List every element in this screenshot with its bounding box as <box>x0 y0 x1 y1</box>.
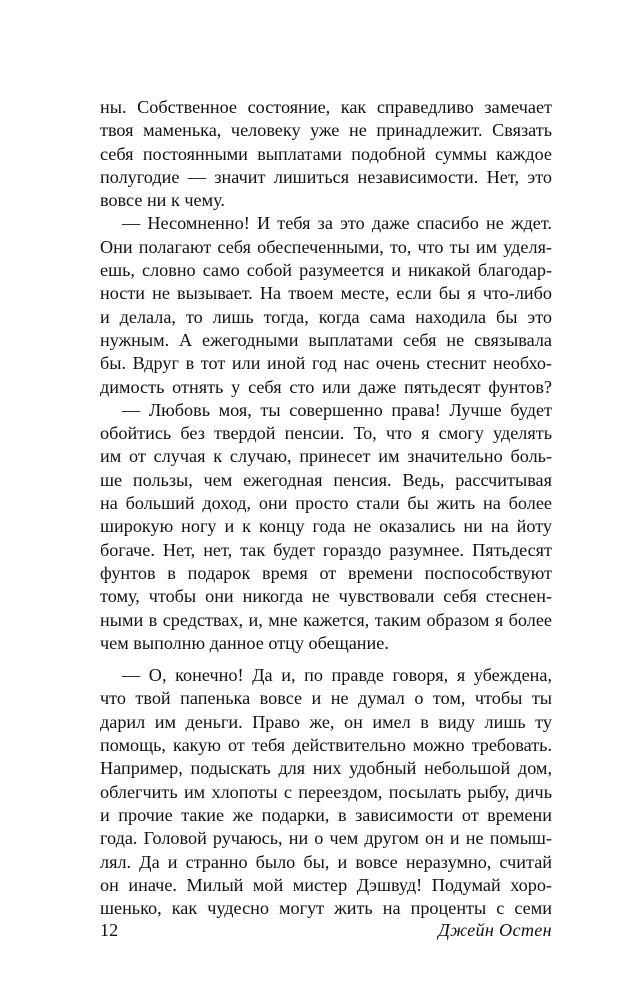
paragraph <box>100 96 552 212</box>
text-line: обойтись без твердой пенсии. То, что я смогу уделять <box>100 423 552 444</box>
text-line: и делала, то лишь тогда, когда сама находила бы это <box>100 306 552 327</box>
text-line: лял. Да и странно было бы, и вовсе неразумно, считай <box>100 851 552 872</box>
text-line: широкую ногу и к концу года не оказались ни на йоту <box>100 516 552 537</box>
paragraph <box>100 664 552 920</box>
text-line: года. Головой ручаюсь, ни о чем другом он и не помыш- <box>100 828 552 849</box>
text-line: чем выполню данное отцу обещание. <box>100 632 389 653</box>
text-line: бы. Вдруг в тот или иной год нас очень стеснит необхо- <box>100 353 552 374</box>
text-line: Они полагают себя обеспеченными, то, что ты им уделя- <box>100 236 552 257</box>
text-line: облегчить им хлопоты с переездом, посылать рыбу, дичь <box>100 781 552 802</box>
text-line: богаче. Нет, нет, так будет гораздо разумнее. Пятьдесят <box>100 539 552 560</box>
text-line: себя постоянными выплатами подобной суммы каждое <box>100 143 552 164</box>
text-line: твоя маменька, человеку уже не принадлежит. Связать <box>100 120 552 141</box>
text-line: ными в средствах, и, мне кажется, таким образом я более <box>100 609 552 630</box>
text-line: вовсе ни к чему. <box>100 190 225 211</box>
text-line: шенько, как чудесно могут жить на проценты с семи <box>100 898 552 919</box>
paragraph-gap <box>100 655 552 664</box>
paragraph <box>100 212 552 398</box>
text-line: на больший доход, они просто стали бы жить на более <box>100 493 552 514</box>
running-title: Джейн Остен <box>438 920 552 940</box>
page-footer <box>100 918 552 942</box>
text-line: им от случая к случаю, принесет им значительно боль- <box>100 446 552 467</box>
text-line: он иначе. Милый мой мистер Дэшвуд! Подумай хоро- <box>100 874 552 895</box>
text-line: тому, чтобы они никогда не чувствовали себя стеснен- <box>100 586 552 607</box>
text-line: что твой папенька вовсе и не думал о том, чтобы ты <box>100 688 552 709</box>
paragraph <box>100 399 552 655</box>
page-number: 12 <box>100 920 119 940</box>
text-line: ны. Собственное состояние, как справедливо замечает <box>100 97 552 117</box>
text-line: полугодие — значит лишиться независимости. Нет, это <box>100 166 552 187</box>
text-line: димость отнять у себя сто или даже пятьдесят фунтов? <box>100 376 552 397</box>
page-text <box>100 96 552 920</box>
text-line: — Несомненно! И тебя за это даже спасибо не ждет. <box>122 213 552 234</box>
text-line: — О, конечно! Да и, по правде говоря, я убеждена, <box>122 665 552 686</box>
text-line: нужным. А ежегодными выплатами себя не связывала <box>100 329 552 350</box>
text-line: помощь, какую от тебя действительно можно требовать. <box>100 735 552 756</box>
text-line: и прочие такие же подарки, в зависимости от времени <box>100 804 552 825</box>
text-line: ности не вызывает. На твоем месте, если бы я что-либо <box>100 283 552 304</box>
text-line: — Любовь моя, ты совершенно права! Лучше будет <box>122 399 552 420</box>
text-line: Например, подыскать для них удобный небольшой дом, <box>100 758 552 779</box>
text-line: ше пользы, чем ежегодная пенсия. Ведь, рассчитывая <box>100 469 552 490</box>
text-line: ешь, словно само собой разумеется и никакой благодар- <box>100 260 552 281</box>
text-line: дарил им деньги. Право же, он имел в виду лишь ту <box>100 711 552 732</box>
text-line: фунтов в подарок время от времени поспособствуют <box>100 562 552 583</box>
